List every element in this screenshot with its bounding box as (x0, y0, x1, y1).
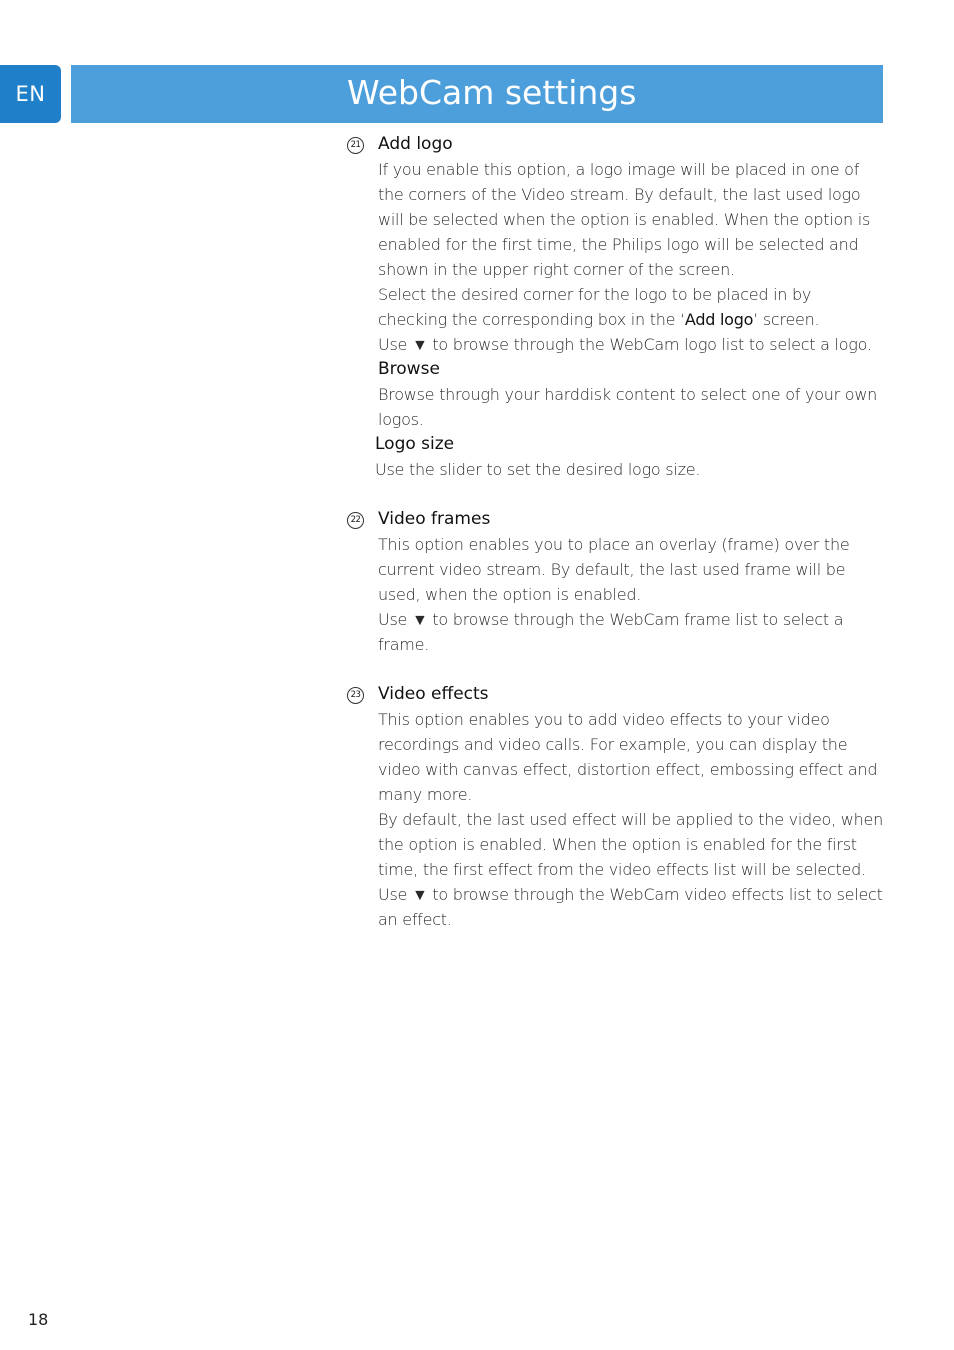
section-number-badge: 23 (347, 687, 364, 704)
paragraph: Use ▼ to browse through the WebCam logo list to select a logo. (378, 335, 872, 354)
paragraph: This option enables you to add video effects to your video recordings and video calls. For example, you can display the video with canvas effect, distortion effect, embossing effect and many more. (378, 710, 878, 804)
section-header (345, 507, 885, 532)
page-number: 18 (28, 1310, 49, 1329)
section-number-badge: 21 (347, 137, 364, 154)
section-body (378, 532, 883, 657)
text: Select the desired corner for the logo to be placed in by checking the corresponding box in the ‘ (378, 285, 812, 329)
paragraph: If you enable this option, a logo image will be placed in one of the corners of the Video stream. By default, the last used logo will be selected when the option is enabled. When the option is enabled for the first time, the Philips logo will be selected and shown in the upper right corner of the screen. (378, 160, 871, 279)
paragraph (378, 282, 883, 332)
section-body (378, 707, 883, 932)
paragraph: Use ▼ to browse through the WebCam video effects list to select an effect. (378, 885, 883, 929)
section-header (345, 132, 885, 157)
section-title: Video frames (378, 509, 491, 529)
title-bar (71, 65, 883, 123)
content (345, 132, 885, 932)
section-body (375, 157, 883, 482)
subsection-title-browse: Browse (378, 359, 440, 379)
keyword-add-logo: Add logo (684, 310, 754, 329)
paragraph: Use ▼ to browse through the WebCam frame list to select a frame. (378, 610, 844, 654)
section-header (345, 682, 885, 707)
page-title: WebCam settings (347, 73, 637, 112)
section-add-logo (345, 132, 885, 482)
section-title: Add logo (378, 134, 453, 154)
paragraph: Use the slider to set the desired logo size. (375, 460, 701, 479)
paragraph: This option enables you to place an overlay (frame) over the current video stream. By default, the last used frame will be used, when the option is enabled. (378, 535, 850, 604)
paragraph: Browse through your harddisk content to select one of your own logos. (378, 385, 878, 429)
section-number-badge: 22 (347, 512, 364, 529)
section-video-frames (345, 507, 885, 657)
section-video-effects (345, 682, 885, 932)
text: ’ screen. (753, 310, 820, 329)
paragraph: By default, the last used effect will be applied to the video, when the option is enabled. When the option is enabled for the first time, the first effect from the video effects list will be selected. (378, 810, 883, 879)
subsection-title-logo-size: Logo size (375, 434, 455, 454)
language-tab: EN (0, 65, 61, 123)
section-title: Video effects (378, 684, 489, 704)
